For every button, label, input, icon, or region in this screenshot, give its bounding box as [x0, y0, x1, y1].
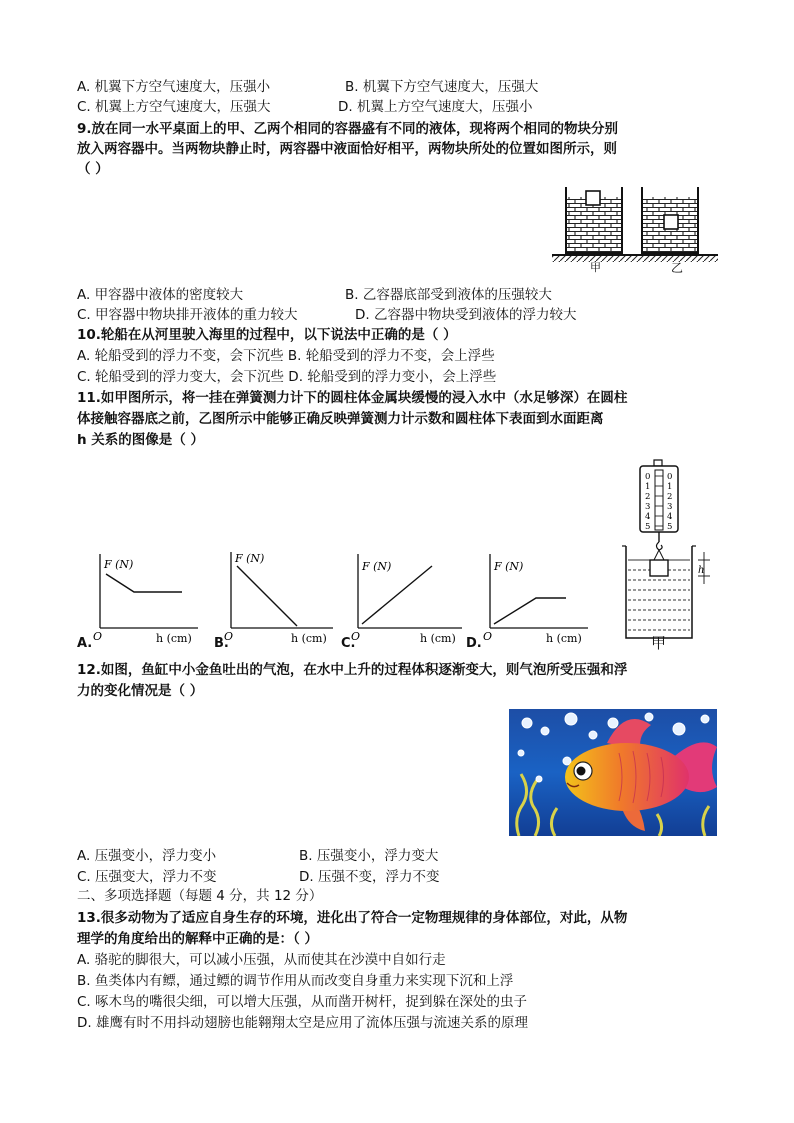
- q13-option-d: D. 雄鹰有时不用抖动翅膀也能翱翔太空是应用了流体压强与流速关系的原理: [77, 1015, 528, 1031]
- scale-right-number: 5: [667, 522, 673, 532]
- q11-graph-b: [223, 548, 338, 644]
- q9-stem-line2: 放入两容器中。当两物块静止时，两容器中液面恰好相平，两物块所处的位置如图所示，则: [77, 141, 617, 157]
- q11-stem-line2: 体接触容器底之前，乙图所示中能够正确反映弹簧测力计示数和圆柱体下表面到水面距离: [77, 411, 604, 427]
- section-heading-multiple-choice: 二、多项选择题（每题 4 分，共 12 分）: [77, 888, 323, 904]
- scale-left-number: 0: [645, 472, 651, 482]
- q11-spring-scale-figure: [612, 458, 716, 648]
- q11-h-label: h: [698, 565, 705, 576]
- q12-option-c: C. 压强变大，浮力不变: [77, 869, 217, 885]
- q9-stem-line3: （ ）: [77, 161, 109, 177]
- q9-stem-line1: 9.放在同一水平桌面上的甲、乙两个相同的容器盛有不同的液体，现将两个相同的物块分别: [77, 121, 619, 137]
- q11-graph-c-xlabel: h (cm): [420, 632, 456, 644]
- q11-option-c: C.: [341, 636, 356, 651]
- q11-option-b: B.: [214, 636, 229, 651]
- q11-graph-b-xlabel: h (cm): [291, 632, 327, 644]
- q12-option-d: D. 压强不变，浮力不变: [299, 869, 440, 885]
- q13-stem-line1: 13.很多动物为了适应自身生存的环境，进化出了符合一定物理规律的身体部位，对此，从物: [77, 910, 628, 926]
- q11-graph-b-line: [237, 566, 297, 626]
- q9-label-jia: 甲: [590, 261, 601, 274]
- q11-graph-d-ylabel: F (N): [494, 560, 524, 573]
- q13-option-c: C. 啄木鸟的嘴很尖细，可以增大压强，从而凿开树杆，捉到躲在深处的虫子: [77, 994, 528, 1010]
- q11-graph-a-origin: O: [93, 630, 103, 643]
- q11-graph-a-ylabel: F (N): [104, 558, 134, 571]
- q9-containers-figure: [548, 183, 722, 275]
- goldfish-painting: [509, 709, 717, 836]
- scale-right-number: 2: [667, 492, 673, 502]
- scale-left-number: 3: [645, 502, 651, 512]
- scale-left-number: 2: [645, 492, 651, 502]
- q11-graph-d-xlabel: h (cm): [546, 632, 582, 644]
- scale-left-number: 5: [645, 522, 651, 532]
- scale-left-number: 4: [645, 512, 651, 522]
- scale-right-number: 1: [667, 482, 673, 492]
- q11-graph-c-line: [362, 566, 432, 624]
- q10-stem: 10.轮船在从河里驶入海里的过程中，以下说法中正确的是（ ）: [77, 327, 457, 343]
- q11-graph-a-line: [106, 574, 182, 592]
- q11-graph-c-origin: O: [351, 630, 361, 643]
- scale-right-number: 3: [667, 502, 673, 512]
- q13-option-a: A. 骆驼的脚很大，可以减小压强，从而使其在沙漠中自如行走: [77, 952, 446, 968]
- scale-right-number: 4: [667, 512, 673, 522]
- q11-graph-a: [92, 548, 204, 644]
- q12-stem-line1: 12.如图，鱼缸中小金鱼吐出的气泡，在水中上升的过程体积逐渐变大，则气泡所受压强和浮: [77, 662, 628, 678]
- q11-graph-c-ylabel: F (N): [362, 560, 392, 573]
- q8-option-c: C. 机翼上方空气速度大，压强大: [77, 99, 271, 115]
- q11-graph-a-xlabel: h (cm): [156, 632, 192, 644]
- q9-option-b: B. 乙容器底部受到液体的压强较大: [345, 287, 552, 303]
- q11-stem-line3: h 关系的图像是（ ）: [77, 432, 205, 448]
- q12-option-b: B. 压强变小，浮力变大: [299, 848, 439, 864]
- q11-option-d: D.: [466, 636, 482, 651]
- q8-option-b: B. 机翼下方空气速度大，压强大: [345, 79, 539, 95]
- q9-option-d: D. 乙容器中物块受到液体的浮力较大: [355, 307, 577, 323]
- scale-left-number: 1: [645, 482, 651, 492]
- q13-stem-line2: 理学的角度给出的解释中正确的是：（ ）: [77, 931, 318, 947]
- q9-option-c: C. 甲容器中物块排开液体的重力较大: [77, 307, 298, 323]
- q11-graph-d: [482, 548, 594, 644]
- scale-right-number: 0: [667, 472, 673, 482]
- q9-option-a: A. 甲容器中液体的密度较大: [77, 287, 244, 303]
- q11-graph-d-origin: O: [483, 630, 493, 643]
- q11-graph-d-line: [494, 598, 566, 624]
- q9-label-yi: 乙: [671, 261, 684, 275]
- q8-option-d: D. 机翼上方空气速度大，压强小: [338, 99, 533, 115]
- q11-stem-line1: 11.如甲图所示，将一挂在弹簧测力计下的圆柱体金属块缓慢的浸入水中（水足够深）在圆柱: [77, 390, 628, 406]
- q12-stem-line2: 力的变化情况是（ ）: [77, 683, 204, 699]
- q11-graph-c: [350, 548, 468, 644]
- q11-graph-b-origin: O: [224, 630, 234, 643]
- q10-options-ab: A. 轮船受到的浮力不变，会下沉些 B. 轮船受到的浮力不变，会上浮些: [77, 348, 495, 364]
- q10-options-cd: C. 轮船受到的浮力变大，会下沉些 D. 轮船受到的浮力变小，会上浮些: [77, 369, 497, 385]
- q12-option-a: A. 压强变小，浮力变小: [77, 848, 217, 864]
- q8-option-a: A. 机翼下方空气速度大，压强小: [77, 79, 271, 95]
- q13-option-b: B. 鱼类体内有鳔，通过鳔的调节作用从而改变自身重力来实现下沉和上浮: [77, 973, 514, 989]
- q11-option-a: A.: [77, 636, 93, 651]
- q11-label-jia: 甲: [651, 634, 667, 652]
- q11-graph-b-ylabel: F (N): [235, 552, 265, 565]
